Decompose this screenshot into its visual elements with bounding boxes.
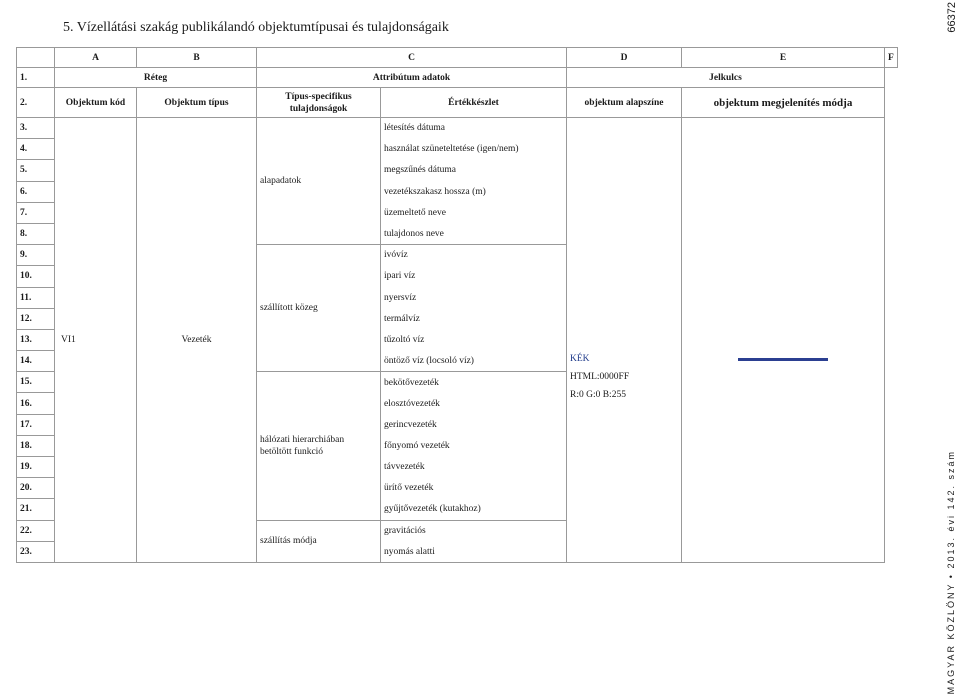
- header-ertekkeszlet-label: Értékkészlet: [448, 97, 499, 108]
- value-item: elosztóvezeték: [381, 393, 567, 414]
- value-item: gerincvezeték: [381, 414, 567, 435]
- value-item: öntöző víz (locsoló víz): [381, 351, 567, 372]
- col-letter-f: F: [885, 48, 898, 68]
- value-item: használat szüneteltetése (igen/nem): [381, 139, 567, 160]
- color-html: HTML:0000FF: [570, 372, 630, 382]
- object-body-table: [16, 117, 885, 563]
- header-attributum: Attribútum adatok: [257, 68, 567, 88]
- value-item: megszűnés dátuma: [381, 160, 567, 181]
- header-alapszin: objektum alapszíne: [567, 88, 682, 118]
- row-number: 5.: [17, 160, 55, 181]
- row-number: 22.: [17, 520, 55, 541]
- page-title: 5. Vízellátási szakág publikálandó objektumtípusai és tulajdonságaik: [63, 20, 449, 35]
- value-item: főnyomó vezeték: [381, 435, 567, 456]
- row-number: 19.: [17, 457, 55, 478]
- value-item: távvezeték: [381, 457, 567, 478]
- object-types-table: [16, 47, 898, 118]
- group-szallitas-modja: szállítás módja: [257, 520, 381, 562]
- value-item: létesítés dátuma: [381, 118, 567, 139]
- value-item: bekötővezeték: [381, 372, 567, 393]
- group-szallitott-kozeg: szállított közeg: [257, 245, 381, 372]
- object-code: VI1: [55, 118, 137, 563]
- object-type: Vezeték: [137, 118, 257, 563]
- row-number: 8.: [17, 223, 55, 244]
- value-item: gyűjtővezeték (kutakhoz): [381, 499, 567, 520]
- row-number: 23.: [17, 541, 55, 562]
- col-letter-d: D: [567, 48, 682, 68]
- value-item: nyersvíz: [381, 287, 567, 308]
- header-megjelenites: objektum megjelenítés módja: [682, 88, 885, 118]
- row-number: 4.: [17, 139, 55, 160]
- row-number: 6.: [17, 181, 55, 202]
- display-cell: [682, 118, 885, 563]
- col-letter-a: A: [55, 48, 137, 68]
- row-number: 2.: [17, 88, 55, 118]
- row-number: 16.: [17, 393, 55, 414]
- row-number: 20.: [17, 478, 55, 499]
- value-item: üzemeltető neve: [381, 202, 567, 223]
- value-item: tulajdonos neve: [381, 223, 567, 244]
- group-halozati-funkcio: hálózati hierarchiában betöltött funkció: [257, 372, 381, 520]
- col-letter-b: B: [137, 48, 257, 68]
- row-number: 13.: [17, 329, 55, 350]
- row-number: 18.: [17, 435, 55, 456]
- row-number: 11.: [17, 287, 55, 308]
- value-item: vezetékszakasz hossza (m): [381, 181, 567, 202]
- color-rgb: R:0 G:0 B:255: [570, 390, 626, 400]
- row-number: 9.: [17, 245, 55, 266]
- value-item: ürítő vezeték: [381, 478, 567, 499]
- header-objektum-kod: Objektum kód: [55, 88, 137, 118]
- color-cell: [567, 118, 682, 563]
- row-number: 10.: [17, 266, 55, 287]
- row-number: 7.: [17, 202, 55, 223]
- row-number: 12.: [17, 308, 55, 329]
- value-item: nyomás alatti: [381, 541, 567, 562]
- value-item: tűzoltó víz: [381, 329, 567, 350]
- row-number: 3.: [17, 118, 55, 139]
- page-number: 66372: [946, 2, 958, 33]
- value-item: ivóvíz: [381, 245, 567, 266]
- journal-footer: MAGYAR KÖZLÖNY • 2013. évi 142. szám: [946, 450, 956, 694]
- row-number: 1.: [17, 68, 55, 88]
- color-name: KÉK: [570, 354, 590, 364]
- value-item: gravitációs: [381, 520, 567, 541]
- header-tipus-specifikus: Típus-specifikus tulajdonságok: [257, 88, 381, 118]
- header-jelkules: Jelkulcs: [567, 68, 885, 88]
- value-item: termálvíz: [381, 308, 567, 329]
- row-number: 17.: [17, 414, 55, 435]
- header-reteg: Réteg: [55, 68, 257, 88]
- row-number: 15.: [17, 372, 55, 393]
- group-alapadatok: alapadatok: [257, 118, 381, 245]
- header-objektum-tipus: Objektum típus: [137, 88, 257, 118]
- col-letter-c: C: [257, 48, 567, 68]
- line-swatch: [738, 358, 828, 361]
- row-number: 14.: [17, 351, 55, 372]
- value-item: ipari víz: [381, 266, 567, 287]
- col-letter-e: E: [682, 48, 885, 68]
- row-number: 21.: [17, 499, 55, 520]
- header-ertekkeszlet: [381, 88, 567, 118]
- corner-cell: [17, 48, 55, 68]
